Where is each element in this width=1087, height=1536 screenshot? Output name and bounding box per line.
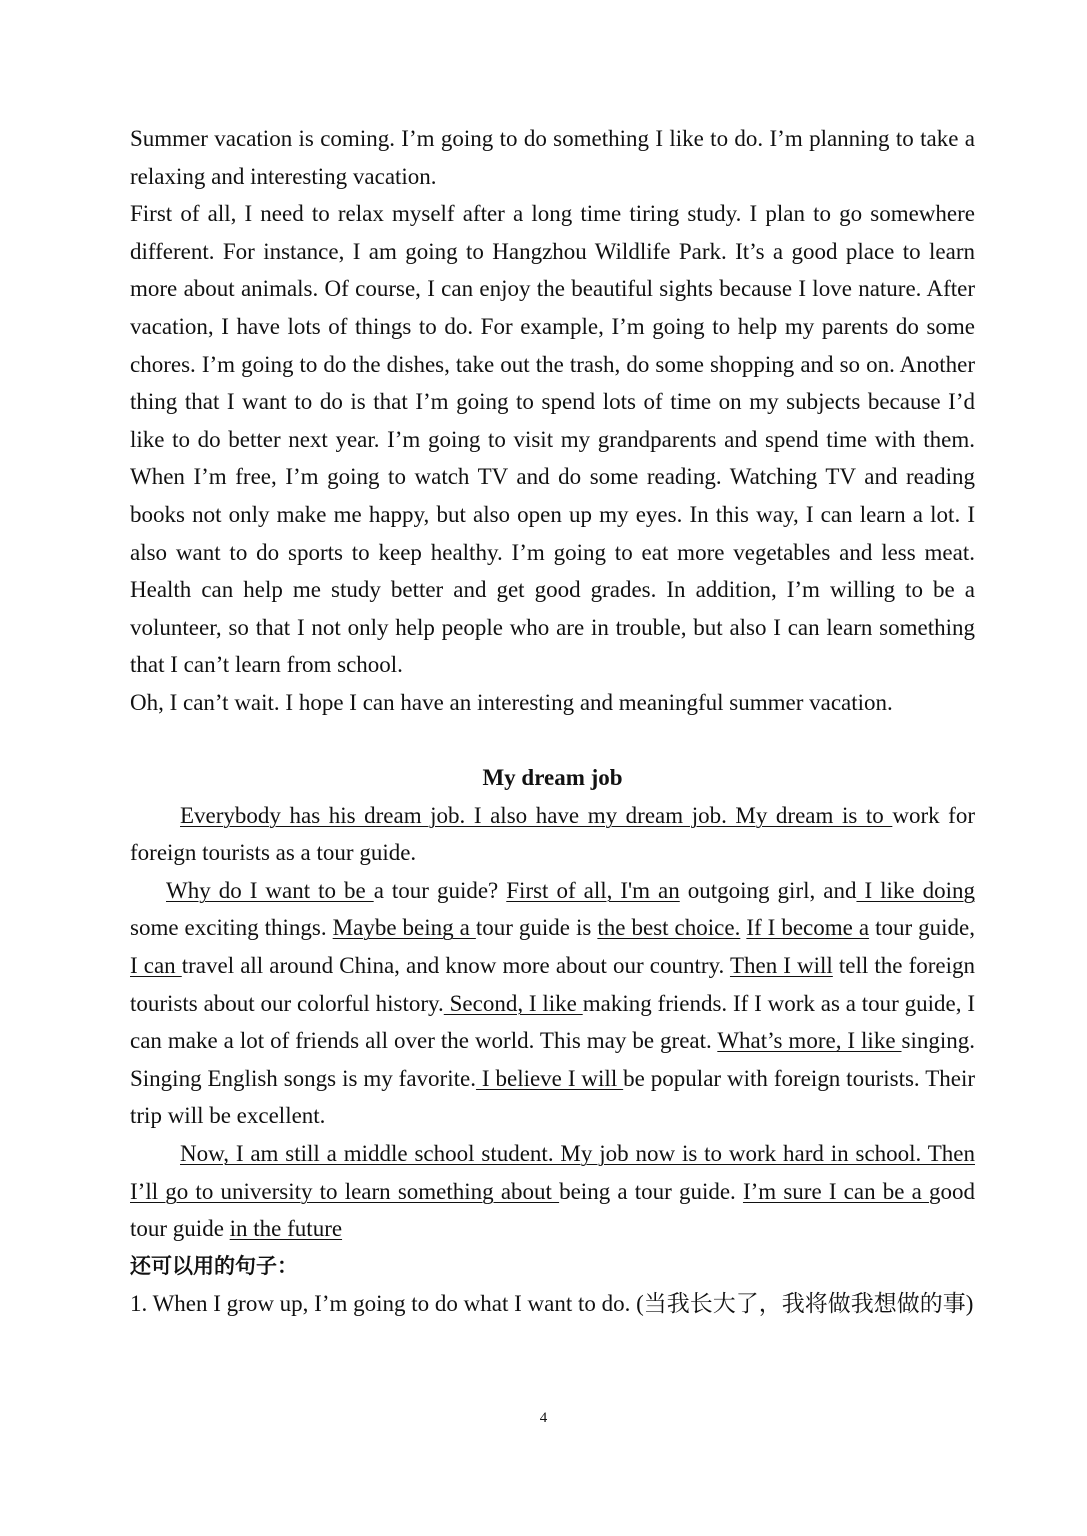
- essay1-paragraph-2: First of all, I need to relax myself after a long time tiring study. I plan to go somewhere different. For instance, I am going to Hangzhou Wildlife Park. It’s a good place to learn more about animals. Of course, I can enjoy the beautiful sights because I love nature. After vacation, I have lots of things to do. For example, I’m going to help my parents do some chores. I’m going to do the dishes, take out the trash, do some shopping and so on. Another thing that I want to do is that I’m going to spend lots of time on my subjects because I’d like to do better next year. I’m going to visit my grandparents and spend time with them. When I’m free, I’m going to watch TV and do some reading. Watching TV and reading books not only make me happy, but also open up my eyes. In this way, I can learn a lot. I also want to do sports to keep healthy. I’m going to eat more vegetables and less meat. Health can help me study better and get good grades. In addition, I’m willing to be a volunteer, so that I not only help people who are in trouble, but also I can learn something that I can’t learn from school.: [130, 201, 975, 678]
- text-segment: a tour guide?: [373, 877, 507, 903]
- underlined-phrase: Everybody has his dream job. I also have my dream job. My dream is to: [180, 802, 893, 828]
- blank-line: [130, 722, 975, 760]
- underlined-phrase: I’m sure I can be a: [742, 1178, 929, 1204]
- page-number: 4: [539, 1410, 548, 1426]
- text-segment: tour guide,: [869, 915, 975, 941]
- underlined-phrase: What’s more, I like: [717, 1028, 902, 1054]
- underlined-phrase: Now, I am still a middle school student. My job now is to work hard in school. Then I’ll go to university to learn something about: [130, 1141, 975, 1204]
- essay1-paragraph-3: Oh, I can’t wait. I hope I can have an interesting and meaningful summer vacation.: [130, 689, 893, 715]
- underlined-phrase: Then I will: [729, 953, 833, 979]
- text-segment: making friends. If I work as a tour guide, I can make a lot of friends all over the world. This may be great.: [130, 990, 975, 1054]
- text-segment: some exciting things.: [130, 915, 333, 941]
- underlined-phrase: If I become a: [746, 915, 870, 941]
- text-segment: tell the foreign tourists about our colorful history.: [130, 953, 975, 1016]
- essay1-paragraph-1: Summer vacation is coming. I’m going to do something I like to do. I’m planning to take a relaxing and interesting vacation.: [130, 126, 975, 189]
- underlined-phrase: First of all, I'm an: [506, 877, 680, 903]
- text-segment: good tour guide: [130, 1178, 975, 1242]
- underlined-phrase: I believe I will: [475, 1065, 624, 1091]
- underlined-phrase: Second, I like: [443, 990, 583, 1016]
- text-segment: singing. Singing English songs is my favorite.: [130, 1028, 975, 1091]
- underlined-phrase: Why do I want to be: [166, 877, 374, 903]
- text-segment: being a tour guide.: [559, 1178, 743, 1204]
- text-segment: work for foreign tourists as a tour guide.: [130, 802, 976, 866]
- text-segment: outgoing girl, and: [679, 877, 857, 903]
- text-segment: tour guide is: [475, 915, 598, 941]
- underlined-phrase: I like doing: [856, 877, 975, 903]
- extra-sentence-1: 1. When I grow up, I’m going to do what I want to do. (当我长大了，我将做我想做的事): [130, 1291, 974, 1317]
- extra-sentences-heading: 还可以用的句子：: [130, 1253, 298, 1278]
- underlined-phrase: Maybe being a: [332, 915, 476, 941]
- underlined-phrase: I can: [130, 953, 182, 979]
- essay2-paragraph-2: [130, 872, 975, 1135]
- text-segment: be popular with foreign tourists. Their trip will be excellent.: [130, 1065, 975, 1129]
- text-segment: travel all around China, and know more about our country.: [181, 953, 730, 979]
- underlined-phrase: the best choice.: [597, 915, 741, 941]
- essay2-paragraph-3: [130, 1135, 975, 1248]
- page-content: [130, 120, 975, 1323]
- essay2-title: My dream job: [482, 765, 623, 791]
- underlined-phrase: in the future: [229, 1216, 343, 1242]
- essay2-paragraph-1: [130, 797, 975, 872]
